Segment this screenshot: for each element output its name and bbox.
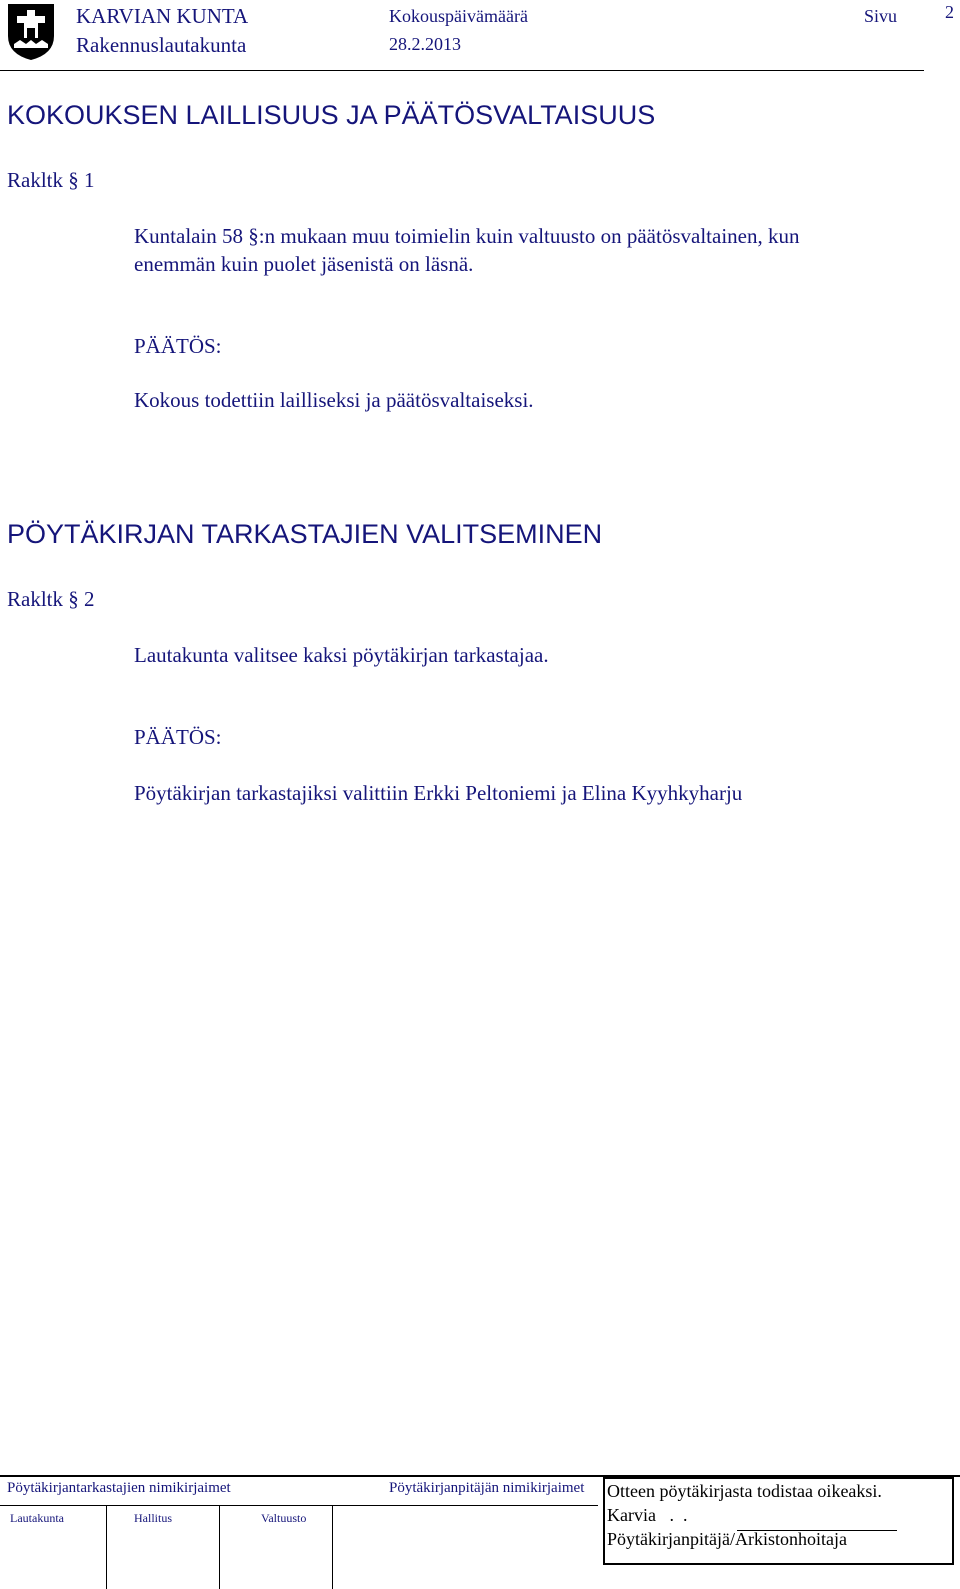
column-label-hallitus: Hallitus <box>134 1511 172 1525</box>
meeting-date-label: Kokouspäivämäärä <box>389 6 528 26</box>
column-divider <box>219 1505 220 1589</box>
page-label: Sivu <box>864 6 898 26</box>
decision-text: Pöytäkirjan tarkastajiksi valittiin Erkki Peltoniemi ja Elina Kyyhkyharju <box>134 781 743 805</box>
section-body-line: Kuntalain 58 §:n mukaan muu toimielin kuin valtuusto on päätösvaltainen, kun <box>134 224 800 248</box>
column-label-lautakunta: Lautakunta <box>10 1511 64 1525</box>
signature-columns-divider <box>0 1505 598 1506</box>
meeting-date-value: 28.2.2013 <box>389 34 461 54</box>
column-divider <box>106 1505 107 1589</box>
certificate-line: Otteen pöytäkirjasta todistaa oikeaksi. <box>607 1481 882 1501</box>
section-body-line: enemmän kuin puolet jäsenistä on läsnä. <box>134 252 474 276</box>
certificate-place-date: Karvia . . <box>607 1505 688 1525</box>
header-divider <box>0 70 924 71</box>
certificate-signer: Pöytäkirjanpitäjä/Arkistonhoitaja <box>607 1529 847 1549</box>
decision-label: PÄÄTÖS: <box>134 334 222 358</box>
keeper-signatures-label: Pöytäkirjanpitäjän nimikirjaimet <box>389 1480 585 1496</box>
section-code: Rakltk § 1 <box>7 168 95 192</box>
decision-label: PÄÄTÖS: <box>134 725 222 749</box>
section-title: PÖYTÄKIRJAN TARKASTAJIEN VALITSEMINEN <box>7 519 603 549</box>
section-title: KOKOUKSEN LAILLISUUS JA PÄÄTÖSVALTAISUUS <box>7 100 656 130</box>
examiners-signatures-label: Pöytäkirjantarkastajien nimikirjaimet <box>7 1480 231 1496</box>
column-label-valtuusto: Valtuusto <box>261 1511 307 1525</box>
page-number: 2 <box>945 2 954 22</box>
section-body-line: Lautakunta valitsee kaksi pöytäkirjan tarkastajaa. <box>134 643 549 667</box>
municipal-crest-icon <box>6 2 56 62</box>
section-code: Rakltk § 2 <box>7 587 95 611</box>
department-name: Rakennuslautakunta <box>76 33 247 57</box>
decision-text: Kokous todettiin lailliseksi ja päätösvaltaiseksi. <box>134 388 534 412</box>
organization-name: KARVIAN KUNTA <box>76 4 249 28</box>
column-divider <box>332 1505 333 1589</box>
